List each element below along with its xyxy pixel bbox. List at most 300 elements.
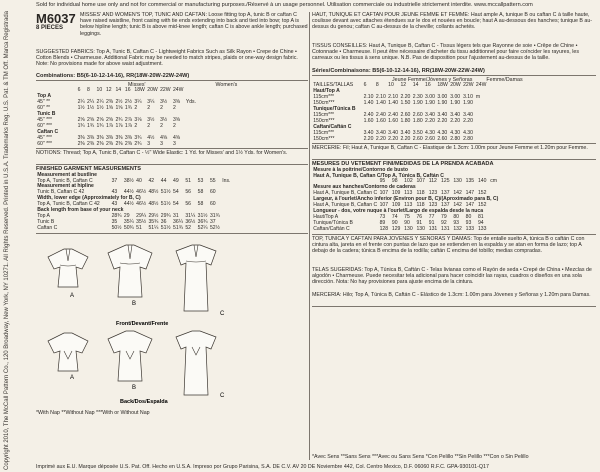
row-label: Top A, Tunic B, Caftan C 42 <box>37 201 100 208</box>
english-column <box>36 12 308 460</box>
divider <box>36 233 308 234</box>
table-cell: 2.30 <box>412 94 423 101</box>
pieces-count: 8 PIECES <box>36 25 64 31</box>
table-cell: 1.90 <box>425 100 435 107</box>
table-cell: 35½ <box>136 218 147 225</box>
table-cell: 133 <box>465 225 475 232</box>
table-cell: 1½ <box>77 105 85 112</box>
es-fabrics: TELAS SUGERIDAS: Top A, Túnica B, Caftán C - Telas livianas como el Rayón de seda • Crepé de China • Mezclas de algodón • Charmeuse. Puede necesitar tela adicional para hacer coincidir las rayas, cuadros o diseños en una sola dirección. Nota: No hay provisiones para ajuste encima de la cintura. <box>312 266 592 286</box>
row-label: 115cm*** <box>313 129 335 136</box>
table-row <box>312 137 488 143</box>
table-cell: 98 <box>391 178 398 185</box>
table-cell: 1.80 <box>400 117 411 124</box>
size-header: 10 <box>388 82 394 89</box>
label-a: A <box>70 292 75 299</box>
table-cell: 109 <box>391 202 401 209</box>
table-cell: cm <box>490 178 498 185</box>
table-cell: 2.20 <box>400 135 411 142</box>
table-cell: 1.90 <box>463 100 473 107</box>
size-header: 20W <box>147 87 158 94</box>
table-cell: 51¼ <box>148 224 159 231</box>
divider <box>312 143 596 144</box>
divider <box>312 159 596 160</box>
pattern-number: M6037 <box>36 12 76 26</box>
table-cell: 130 <box>404 225 413 232</box>
table-cell: 3 <box>172 140 176 147</box>
table-cell: 51 <box>185 177 192 184</box>
description-block <box>36 12 308 49</box>
table-cell: 2.10 <box>375 94 386 101</box>
fr-finished-title: MESURES DU VETEMENT FINI/MEDIDAS DE LA PRENDA ACABADA <box>312 161 494 168</box>
table-cell: 3 <box>147 140 151 147</box>
table-cell: 56 <box>185 201 192 208</box>
description-text: MISSES' AND WOMEN'S TOP, TUNIC AND CAFTAN: Loose fitting top A, tunic B or caftan C have raised waistline, front casing with tie ends extending into back and tied into bow; top A is below hipline length; tunic B is above mid-knee length; caftan C is above ankle length; purchased leggings. <box>80 12 308 37</box>
table-cell: 130 <box>416 225 425 232</box>
table-cell: 29¼ <box>136 213 147 220</box>
row-label: 60" *** <box>37 140 53 147</box>
table-cell: 42 <box>148 177 155 184</box>
table-cell: Ins. <box>222 177 231 184</box>
label-c-back: C <box>220 392 225 399</box>
table-cell: 123 <box>428 190 438 197</box>
table-cell: 2.20 <box>425 117 435 124</box>
table-cell: 3⅝ <box>172 99 181 106</box>
table-cell: 125 <box>441 178 450 185</box>
table-cell: 90 <box>404 219 410 226</box>
row-label: Caftan/Caftán C <box>313 225 350 232</box>
table-cell: 3⅜ <box>115 134 123 141</box>
label-c: C <box>220 310 225 317</box>
table-cell: 43 <box>111 201 118 208</box>
table-cell: 2¼ <box>87 99 95 106</box>
table-cell: 2 <box>147 105 151 112</box>
table-cell: 140 <box>477 178 487 185</box>
table-cell: 44 <box>160 177 167 184</box>
table-cell: 1.90 <box>437 100 448 107</box>
table-cell: 93 <box>465 219 472 226</box>
es-description: TOP, TÚNICA Y CAFTÁN PARA JÓVENES Y SEÑORAS Y DAMAS: Top de entalle suelto A, túnica B o caftán C con cintura alta, jareta en el frente con puntas de lazo que se extienden en la espalda y se atan en forma de lazo; top A debajo de la cadera; túnica B encima de la rodilla; caftán C encima del tobillo; medias compradas. <box>312 235 585 255</box>
row-label: 45" *** <box>37 134 53 141</box>
row-label: Caftan C <box>37 128 59 135</box>
table-cell: 147 <box>465 202 475 209</box>
table-cell: 3.40 <box>388 129 399 136</box>
row-label: Measurement at bustline <box>37 171 97 178</box>
table-cell: 3.40 <box>425 111 435 118</box>
table-cell: 52½ <box>209 224 220 231</box>
table-cell: 50½ <box>111 224 122 231</box>
table-cell: 1⅞ <box>105 122 114 129</box>
row-label: Top A <box>37 213 50 220</box>
table-cell: 91 <box>428 219 435 226</box>
table-cell: 3.00 <box>450 94 461 101</box>
table-cell: 1.50 <box>400 100 411 107</box>
divider <box>312 75 596 76</box>
table-cell: 152 <box>477 190 487 197</box>
table-cell: 2¼ <box>77 99 85 106</box>
table-cell: 1.60 <box>375 117 386 124</box>
table-cell: 3.50 <box>412 129 423 136</box>
row-label: Mesure aux hanches/Contorno de caderas <box>313 184 416 191</box>
back-view-a <box>48 333 88 371</box>
table-cell: 51¾ <box>173 224 183 231</box>
table-cell: 3.40 <box>363 129 374 136</box>
fr-description: HAUT, TUNIQUE ET CAFTAN POUR JEUNE FEMME ET FEMME: Haut ample A, tunique B ou caftan C à taille haute, coulisse devant avec attaches étendues sur le dos et nouées en boucle; haut A au-dessous des hanches; tunique B au-dessus du genou; caftan C au-dessus de la cheville; collants achetés. <box>312 12 593 31</box>
table-cell: 1⅞ <box>124 122 132 129</box>
table-cell: 3⅜ <box>87 134 95 141</box>
table-cell: 95 <box>379 178 386 185</box>
garment-illustrations <box>36 235 306 405</box>
table-cell: 54 <box>173 189 179 196</box>
table-cell: 2 <box>172 105 176 112</box>
table-cell: 53 <box>197 177 204 184</box>
table-cell: 2⅜ <box>115 140 123 147</box>
table-cell: 46½ <box>136 189 147 196</box>
table-cell: 36¼ <box>173 218 183 225</box>
metric-yardage-table <box>312 83 488 142</box>
table-cell: 76 <box>416 213 423 220</box>
table-cell: 74 <box>391 213 398 220</box>
row-label: Haut A, Tunique B, Caftan C/Top A, Túnica B, Caftán C <box>313 172 444 179</box>
table-cell: 2¾ <box>115 116 123 123</box>
table-cell: Yds. <box>185 99 197 106</box>
table-cell: 2 <box>147 122 151 129</box>
table-cell: 118 <box>416 202 425 209</box>
table-cell: 29½ <box>148 213 159 220</box>
table-cell: 60 <box>209 201 216 208</box>
table-cell: 132 <box>453 225 462 232</box>
table-cell <box>475 137 488 143</box>
table-cell: 1.90 <box>412 100 423 107</box>
row-label: Width, lower edge (Approximately for B, C) <box>37 195 141 202</box>
table-cell: 60 <box>209 189 216 196</box>
table-cell: 1.40 <box>375 100 386 107</box>
size-header: 22W <box>463 82 474 89</box>
table-cell: 3¼ <box>147 99 155 106</box>
table-cell: 2⅞ <box>124 116 132 123</box>
yardage-table <box>36 88 197 147</box>
table-cell: 2⅜ <box>105 140 114 147</box>
table-cell: 4.30 <box>450 129 461 136</box>
row-label: 45" ** <box>37 99 51 106</box>
table-cell: 142 <box>453 202 462 209</box>
row-label: Haut/Top A <box>313 213 339 220</box>
row-label: 150cm*** <box>313 135 335 142</box>
table-cell: 79 <box>441 213 447 220</box>
table-cell: 2.60 <box>400 111 411 118</box>
table-cell: 107 <box>379 202 389 209</box>
table-cell: 135 <box>465 178 475 185</box>
table-cell: 2.40 <box>388 111 399 118</box>
table-cell: 44½ <box>123 201 134 208</box>
table-cell: 131 <box>441 225 450 232</box>
table-cell: 80 <box>465 213 472 220</box>
table-cell: 51½ <box>160 224 171 231</box>
size-header: 16 <box>425 82 431 89</box>
size-header: 8 <box>375 82 379 89</box>
table-cell: 2⅝ <box>87 116 95 123</box>
row-label: 115cm*** <box>313 94 335 101</box>
table-cell: 1⅝ <box>115 105 123 112</box>
table-cell: 3.00 <box>425 94 435 101</box>
table-cell: 2 <box>160 105 163 112</box>
table-cell: 102 <box>404 178 413 185</box>
table-cell: 2.40 <box>363 111 374 118</box>
table-cell: 91 <box>416 219 423 226</box>
finished-title: FINISHED GARMENT MEASUREMENTS <box>36 166 142 173</box>
table-cell: 31¼ <box>185 213 196 220</box>
table-cell: 2.60 <box>437 135 448 142</box>
table-cell: 3⅝ <box>172 116 181 123</box>
table-cell: 1⅞ <box>115 122 123 129</box>
fr-series: Séries/Combinaisons: B5(6-10-12-14-16), RR(18W-20W-22W-24W) <box>312 68 485 74</box>
table-cell: 1½ <box>87 105 95 112</box>
table-cell: 2.20 <box>363 135 374 142</box>
row-label: 150cm*** <box>313 117 335 124</box>
table-cell: 1.60 <box>363 117 374 124</box>
table-cell: 147 <box>465 190 475 197</box>
group-jeune-femme: Jeune Femme/Jóvenes y Señoras <box>392 77 473 84</box>
table-cell: 48½ <box>148 201 159 208</box>
divider <box>36 164 308 165</box>
size-header: 8 <box>87 87 90 94</box>
table-cell: 77 <box>428 213 435 220</box>
table-cell: 50¾ <box>123 224 134 231</box>
table-cell: 3¼ <box>134 99 142 106</box>
table-cell: 2.10 <box>388 94 399 101</box>
table-cell: 38½ <box>123 177 134 184</box>
table-cell: 54 <box>173 201 179 208</box>
table-cell: 36¾ <box>197 218 208 225</box>
front-label: Front/Devant/Frente <box>116 320 169 327</box>
table-cell: 80 <box>453 213 460 220</box>
es-notions: MERCERÍA: Hilo; Top A, Túnica B, Caftán C - Elástico de 1.3cm: 1.00m para Jóvenes y Señoras y 1.20m para Damas. <box>312 291 591 298</box>
table-cell: 2⅜ <box>77 140 85 147</box>
divider <box>36 80 308 81</box>
table-cell: 58 <box>197 201 204 208</box>
table-cell: 35¾ <box>148 218 159 225</box>
size-header: 6 <box>363 82 367 89</box>
row-label: Measurement at hipline <box>37 183 94 190</box>
table-cell: 51½ <box>160 201 171 208</box>
table-cell: 1¾ <box>87 122 95 129</box>
table-row <box>36 142 197 148</box>
size-header: 20W <box>450 82 461 89</box>
table-cell: 29 <box>123 213 130 220</box>
mercerie: MERCERIE: Fil; Haut A, Tunique B, Caftan C - Elastique de 1.3cm: 1.00m pour Jeune Femme et 1.20m pour Femme. <box>312 145 588 152</box>
column-divider <box>309 12 310 460</box>
table-cell: 2⅝ <box>96 116 104 123</box>
table-cell: 2.60 <box>425 135 435 142</box>
table-cell: 92 <box>441 219 447 226</box>
table-cell: 109 <box>391 190 401 197</box>
table-cell: 137 <box>441 190 450 197</box>
label-a-back: A <box>70 374 75 381</box>
table-cell: 90 <box>391 219 398 226</box>
row-label: 60" *** <box>37 122 53 129</box>
table-cell: 1.80 <box>412 117 423 124</box>
table-cell: 3.40 <box>463 111 473 118</box>
table-cell: 3.10 <box>463 94 473 101</box>
row-label: Haut A, Tunique B, Caftan C <box>313 190 378 197</box>
table-cell: 152 <box>477 202 487 209</box>
combinations: Combinations: B5(6-10-12-14-16), RR(18W-20W-22W-24W) <box>36 73 190 79</box>
table-cell: 37 <box>209 218 216 225</box>
table-cell: 2¾ <box>134 140 142 147</box>
table-cell: 107 <box>379 190 389 197</box>
table-cell: 2.20 <box>400 94 411 101</box>
table-cell <box>221 226 232 232</box>
table-cell <box>489 227 500 233</box>
row-label: Haut/Top A <box>313 88 340 95</box>
table-cell: 2⅜ <box>124 140 132 147</box>
table-cell: 137 <box>441 202 450 209</box>
table-cell: 49 <box>173 177 179 184</box>
row-label: Tunic B <box>37 111 56 118</box>
table-cell: 36½ <box>185 218 196 225</box>
table-cell: 2⅜ <box>105 99 114 106</box>
table-cell: 73 <box>379 213 386 220</box>
table-cell: 75 <box>404 213 410 220</box>
table-cell: 1½ <box>96 105 104 112</box>
table-cell: 3½ <box>160 116 168 123</box>
table-cell: 2⅝ <box>105 116 114 123</box>
table-cell: 2.60 <box>412 111 423 118</box>
table-cell: 2.10 <box>363 94 374 101</box>
table-cell: 2⅝ <box>77 116 85 123</box>
table-cell: 3⅛ <box>134 116 142 123</box>
table-cell: 2⅜ <box>96 140 104 147</box>
table-cell: 2 <box>134 122 138 129</box>
table-cell: 29¾ <box>160 213 171 220</box>
table-cell: 2.80 <box>450 135 461 142</box>
front-view-a <box>48 249 88 287</box>
table-cell: 3.40 <box>375 129 386 136</box>
row-label: Top A <box>37 93 52 100</box>
table-row <box>36 226 232 232</box>
table-cell: 2 <box>160 122 163 129</box>
table-cell: 118 <box>416 190 425 197</box>
table-cell: 3.40 <box>437 111 448 118</box>
size-header: 14 <box>115 87 122 94</box>
row-label: Largeur, à l'ourlet/Ancho inferior (Environ pour B, C)/(Aproximado para B, C) <box>313 196 499 203</box>
table-row <box>312 227 500 233</box>
table-cell: 133 <box>477 225 487 232</box>
divider <box>312 306 596 307</box>
table-cell: 2.40 <box>375 111 386 118</box>
notions: NOTIONS: Thread; Top A, Tunic B, Caftan C - ½" Wide Elastic: 1 Yd. for Misses' and 1½ Yds. for Women's. <box>36 150 288 157</box>
table-cell: 2.80 <box>463 135 473 142</box>
table-cell: 1.60 <box>388 117 399 124</box>
table-cell: 58 <box>197 189 204 196</box>
row-label: 45" *** <box>37 116 53 123</box>
label-b-back: B <box>132 384 137 391</box>
table-cell: 142 <box>453 190 462 197</box>
table-cell: 1.40 <box>363 100 374 107</box>
nap-note: *With Nap **Without Nap ***With or Without Nap <box>36 409 150 416</box>
row-label: Back length from base of your neck <box>37 207 124 214</box>
table-cell: 36 <box>160 218 167 225</box>
table-cell: 3⅜ <box>77 134 85 141</box>
table-cell: 40 <box>136 177 142 184</box>
table-cell: 4.30 <box>463 129 473 136</box>
front-view-c <box>176 245 216 311</box>
table-cell: 2 <box>134 105 138 112</box>
table-cell: 2¼ <box>96 99 104 106</box>
table-cell: 3.00 <box>437 94 448 101</box>
table-cell: 44½ <box>123 189 134 196</box>
copyright-side-text: Copyright 2010, The McCall Pattern Co., 120 Broadway, New York, NY 10271. All Rights Reserved. Printed in U.S.A. Trademarks Reg. U.S. Pat. & TM Off. Marca Registrada <box>4 11 10 470</box>
size-header: 12 <box>105 87 112 94</box>
table-cell: 2.20 <box>388 135 399 142</box>
fr-fabrics: TISSUS CONSEILLES: Haut A, Tunique B, Caftan C - Tissus légers tels que Rayonne de soie • Crêpe de Chine • Cotonnade • Charmeuse. Il peut être nécessaire d'acheter du tissu additionnel pour faire coïncider les rayures, les carreaux ou les tissus à sens unique. N.B. Pas de disposition pour l'ajustement au-dessus de la taille. <box>312 43 579 62</box>
table-cell: 31¾ <box>209 213 220 220</box>
table-cell: 52¼ <box>197 224 208 231</box>
table-cell: 89 <box>379 219 386 226</box>
table-cell: 2⅜ <box>87 140 95 147</box>
table-cell: 3.40 <box>400 129 411 136</box>
table-cell: 4½ <box>147 134 155 141</box>
suggested-fabrics: SUGGESTED FABRICS: Top A, Tunic B, Caftan C - Lightweight Fabrics Such as Silk Rayon • Crepe de Chine • Cotton Blends • Charmeuse. Additional Fabric may be needed to match stripes, plaids or one-way design fabric. Note: No provisions made for above waist adjustment. <box>36 49 298 68</box>
row-label: Tunique/Túnica B <box>313 106 356 113</box>
table-cell: 123 <box>428 202 438 209</box>
table-cell: 3¾ <box>134 134 142 141</box>
table-cell: 37 <box>111 177 118 184</box>
back-view-c <box>176 331 216 395</box>
label-b: B <box>132 300 137 307</box>
table-cell: 107 <box>416 178 425 185</box>
table-cell: 3.40 <box>450 111 461 118</box>
size-header: 24W <box>172 87 184 94</box>
table-cell: 113 <box>404 190 413 197</box>
table-cell: 2½ <box>115 99 123 106</box>
row-label: 150cm*** <box>313 100 335 107</box>
row-label: 60" ** <box>37 105 51 112</box>
table-cell: 52 <box>185 224 192 231</box>
table-cell: 4⅝ <box>172 134 181 141</box>
table-cell: 2.60 <box>412 135 423 142</box>
group-misses: Misses' <box>128 82 146 89</box>
table-cell: 4⅝ <box>160 134 168 141</box>
table-cell: 51½ <box>160 189 171 196</box>
fr-nap-note: *Avec Sens **Sans Sens ***Avec ou Sans Sens *Con Pelillo **Sin Pelillo ***Con o Sin Pelillo <box>312 453 529 460</box>
size-header: 10 <box>96 87 103 94</box>
table-cell: 128 <box>379 225 389 232</box>
table-cell: 28¾ <box>111 213 122 220</box>
size-header: 24W <box>475 82 487 89</box>
row-label: Mesure à la poitrine/Contorno de busto <box>313 166 408 173</box>
size-header-label: TAILLES/TALLAS <box>313 82 354 89</box>
divider <box>312 234 596 235</box>
divider <box>36 148 308 149</box>
table-cell: 113 <box>404 202 413 209</box>
table-cell: 2.20 <box>450 117 461 124</box>
table-cell: 3⅜ <box>105 134 114 141</box>
pattern-id <box>36 12 76 49</box>
table-cell: 3 <box>160 140 163 147</box>
row-label: Caftan/Caftán C <box>313 123 352 130</box>
table-cell: 2.20 <box>375 135 386 142</box>
table-cell: 130 <box>453 178 462 185</box>
size-header: 18W <box>437 82 448 89</box>
french-spanish-column <box>312 12 596 460</box>
table-cell: 131 <box>428 225 438 232</box>
table-cell: 1¾ <box>77 122 85 129</box>
front-view-b <box>108 245 152 297</box>
table-cell: m <box>475 94 481 101</box>
row-label: Tunic B <box>37 218 55 225</box>
row-label: Tunic B, Caftan C 42 <box>37 189 85 196</box>
table-cell: 56 <box>185 189 192 196</box>
